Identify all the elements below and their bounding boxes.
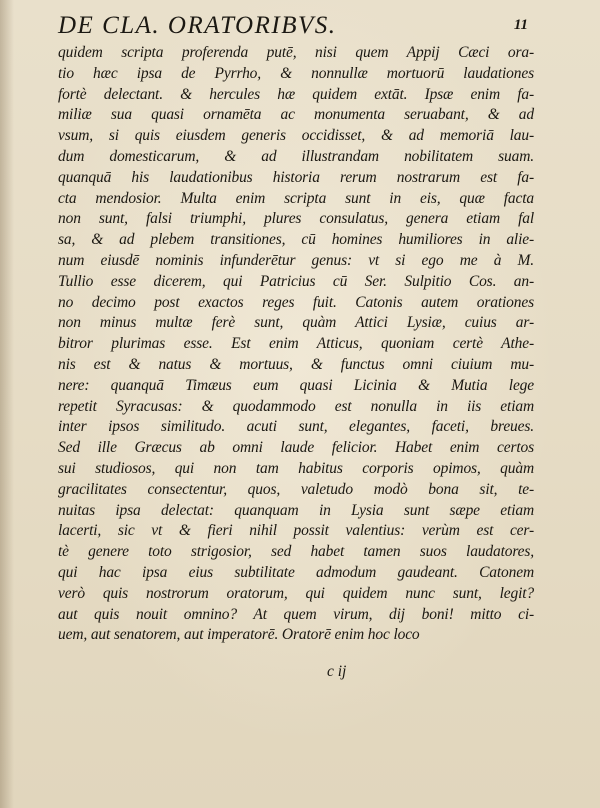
text-line: dum domesticarum, & ad illustrandam nobilitatem suam. [58,147,534,165]
text-line: qui hac ipsa eius subtilitate admodum gaudeant. Catonem [58,563,534,581]
body-text [58,43,534,646]
text-line: non sunt, falsi triumphi, plures consulatus, genera etiam fal [58,210,534,228]
text-line: no decimo post exactos reges fuit. Catonis autem orationes [58,293,534,311]
text-line: tè genere toto strigosior, sed habet tamen suos laudatores, [58,543,534,561]
text-line: Sed ille Græcus ab omni laude felicior. Habet enim certos [58,439,534,457]
text-line: cta mendosior. Multa enim scripta sunt in eis, quæ facta [58,189,534,207]
text-line: uem, aut senatorem, aut imperatorē. Oratorē enim hoc loco [58,626,420,644]
text-line: vsum, si quis eiusdem generis occidisset, & ad memoriā lau- [58,127,534,145]
signature-mark: c ij [327,663,347,680]
text-line: gracilitates consectentur, quos, valetudo modò bona sit, te- [58,480,534,498]
page-number: 11 [513,17,528,33]
text-line: aut quis nouit omnino? At quem virum, dij boni! mitto ci- [58,605,534,623]
page-header [58,10,528,42]
text-line: bitror plurimas esse. Est enim Atticus, quoniam certè Athe- [58,335,534,353]
text-line: sa, & ad plebem transitiones, cū homines humiliores in alie- [58,231,534,249]
text-line: num eiusdē nominis infunderētur genus: vt si ego me à M. [58,251,534,269]
text-line: nis est & natus & mortuus, & functus omni ciuium mu- [58,355,534,373]
text-line: inter ipsos similitudo. acuti sunt, elegantes, faceti, breues. [58,418,534,436]
text-line: sui studiosos, qui non tam habitus corporis opimos, quàm [58,459,534,477]
text-line: Tullio esse dicerem, qui Patricius cū Ser. Sulpitio Cos. an- [58,272,534,290]
text-line: nere: quanquā Timæus eum quasi Licinia & Mutia lege [58,376,534,394]
text-line: verò quis nostrorum oratorum, qui quidem nunc sunt, legit? [58,584,534,602]
text-line: nuitas ipsa delectat: quanquam in Lysia sunt sæpe etiam [58,501,534,519]
text-line: non minus multæ ferè sunt, quàm Attici Lysiæ, cuius ar- [58,314,534,332]
text-line: tio hæc ipsa de Pyrrho, & nonnullæ mortuorū laudationes [58,64,534,82]
text-line: fortè delectant. & hercules hæ quidem extāt. Ipsæ enim fa- [58,85,534,103]
text-line: lacerti, sic vt & fieri nihil possit valentius: verùm est cer- [58,522,534,540]
text-line: quidem scripta proferenda putē, nisi quem Appij Cæci ora- [58,44,534,61]
running-head: DE CLA. ORATORIBVS. [58,12,337,39]
text-line: miliæ sua quasi ornamēta ac monumenta seruabant, & ad [58,106,534,124]
text-line: repetit Syracusas: & quodammodo est nonulla in iis etiam [58,397,534,415]
text-line: quanquā his laudationibus historia rerum nostrarum est fa- [58,168,534,186]
